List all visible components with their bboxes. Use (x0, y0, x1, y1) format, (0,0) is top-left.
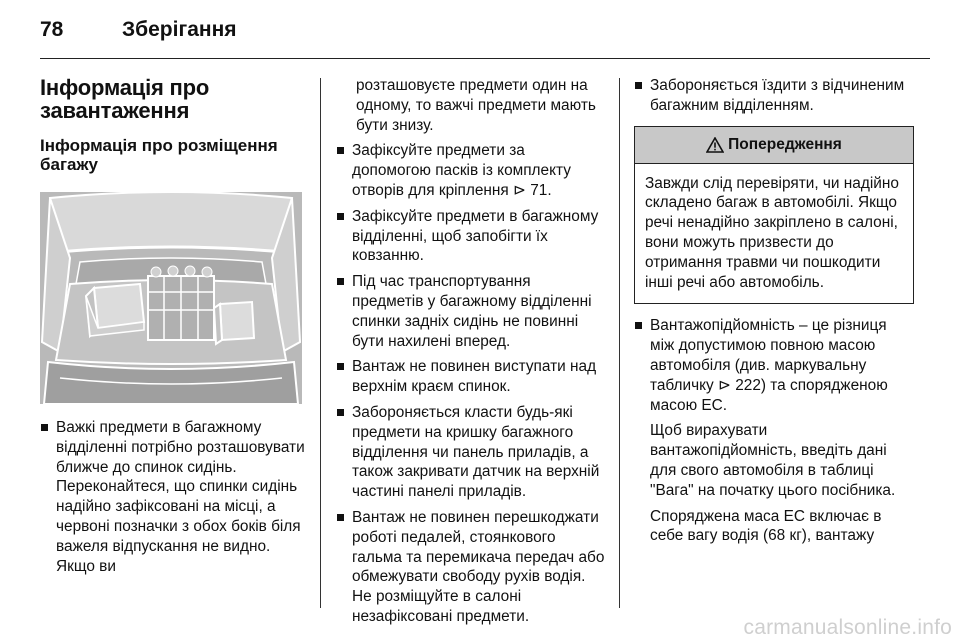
column-1-text (40, 418, 308, 576)
bullet-square-icon (337, 409, 344, 416)
trunk-loading-illustration (40, 192, 302, 404)
column-divider-2 (619, 78, 620, 608)
column-3 (634, 76, 914, 552)
page-header (40, 18, 930, 58)
watermark: carmanualsonline.info (743, 616, 952, 639)
running-title: Зберігання (122, 18, 237, 41)
paragraph: Щоб вирахувати вантажопідйомність, введіть дані для свого автомобіля в таблиці "Вага" на початку цього посібника. (650, 422, 896, 499)
continuation-text: розташовуєте предмети один на одному, то важчі предмети мають бути знизу. (356, 77, 596, 134)
trunk-illustration-svg (40, 192, 302, 404)
list-item: Вантажопідйомність – це різниця між допустимою повною масою автомобіля (див. маркувальну табличку ⊳ 222) та спорядженою масою ЕС. (634, 316, 914, 415)
bullet-square-icon (635, 322, 642, 329)
warning-title: Попередження (728, 135, 842, 153)
bullet-square-icon (337, 147, 344, 154)
warning-text: Завжди слід перевіряти, чи надійно складено багаж в автомобілі. Якщо речі ненадійно закріплено в салоні, вони можуть призвести до отримання травми чи пошкодити інші речі або автомобіль. (645, 174, 899, 291)
page-number: 78 (40, 18, 64, 41)
header-divider (40, 58, 930, 59)
list-item: Зафіксуйте предмети в багажному відділенні, щоб запобігти їх ковзанню. (336, 207, 606, 266)
bullet-square-icon (337, 363, 344, 370)
list-item: Вантаж не повинен виступати над верхнім краєм спинок. (336, 357, 606, 397)
paragraph: Споряджена маса ЕС включає в себе вагу водія (68 кг), вантажу (650, 507, 882, 545)
warning-header (635, 127, 913, 164)
column-2 (336, 76, 606, 633)
list-item: Вантаж не повинен перешкоджати роботі педалей, стоянкового гальма та перемикача передач або обмежувати свободу рухів водія. Не розміщуйте в салоні незафіксовані предмети. (336, 508, 606, 627)
section-title: Інформація про завантаження (40, 75, 210, 123)
list-item: Під час транспортування предметів у багажному відділенні спинки задніх сидінь не повинні бути нахилені вперед. (336, 272, 606, 351)
bullet-square-icon (41, 424, 48, 431)
list-item: Забороняється їздити з відчиненим багажним відділенням. (634, 76, 914, 116)
warning-triangle-icon (706, 137, 724, 153)
column-1 (40, 76, 308, 582)
bullet-square-icon (635, 82, 642, 89)
bullet-square-icon (337, 278, 344, 285)
list-item: Зафіксуйте предмети за допомогою пасків із комплекту отворів для кріплення ⊳ 71. (336, 141, 606, 200)
bullet-square-icon (337, 514, 344, 521)
list-item: Забороняється класти будь-які предмети на кришку багажного відділення чи панель приладів, а також закривати датчик на верхній частині панелі приладів. (336, 403, 606, 502)
section-subtitle: Інформація про розміщення багажу (40, 136, 278, 174)
bullet-square-icon (337, 213, 344, 220)
warning-box (634, 126, 914, 305)
list-item: Важкі предмети в багажному відділенні потрібно розташовувати ближче до спинок сидінь. Переконайтеся, що спинки сидінь надійно зафіксовані на місці, а червоні позначки з обох боків біля важеля відпускання не видно. Якщо ви (40, 418, 308, 576)
column-divider-1 (320, 78, 321, 608)
